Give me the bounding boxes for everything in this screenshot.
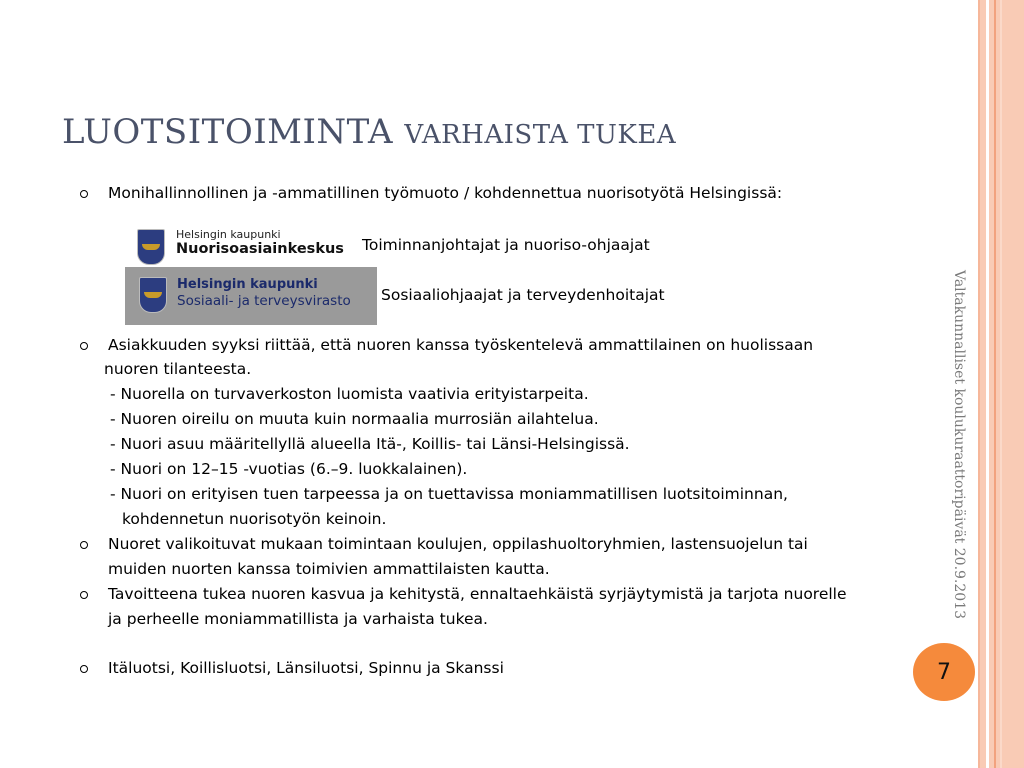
bullet-text: Monihallinnollinen ja -ammatillinen työmuoto / kohdennettua nuorisotyötä Helsingissä: (108, 184, 783, 202)
role-text: Toiminnanjohtajat ja nuoriso-ohjaajat (362, 236, 650, 254)
logo-city: Helsingin kaupunki (177, 277, 318, 292)
page-number-badge (913, 643, 975, 701)
title-main: LUOTSITOIMINTA (62, 112, 393, 152)
logo-sosiaali-terveysvirasto (125, 267, 377, 325)
bullet-icon (80, 190, 88, 198)
sub-item: - Nuorella on turvaverkoston luomista vaativia erityistarpeita. (110, 385, 589, 403)
bullet-text: Nuoret valikoituvat mukaan toimintaan koulujen, oppilashuoltoryhmien, lastensuojelun tai (108, 535, 808, 553)
footer-side-text: Valtakunnalliset koulukuraattoripäivät 20.9.2013 (951, 270, 967, 620)
logo-dept: Sosiaali- ja terveysvirasto (177, 293, 351, 309)
bullet-text: Asiakkuuden syyksi riittää, että nuoren kanssa työskentelevä ammattilainen on huolissaan (108, 336, 814, 354)
sub-item: - Nuoren oireilu on muuta kuin normaalia murrosiän ailahtelua. (110, 410, 599, 428)
sub-item: - Nuori asuu määritellyllä alueella Itä-, Koillis- tai Länsi-Helsingissä. (110, 435, 630, 453)
bullet-text: muiden nuorten kanssa toimivien ammattilaisten kautta. (108, 560, 550, 578)
logo-city: Helsingin kaupunki (176, 228, 281, 241)
bullet-icon (80, 342, 88, 350)
bullet-text: Itäluotsi, Koillisluotsi, Länsiluotsi, Spinnu ja Skanssi (108, 659, 504, 677)
logo-dept: Nuorisoasiainkeskus (176, 241, 344, 257)
bullet-icon (80, 665, 88, 673)
bullet-icon (80, 541, 88, 549)
helsinki-crest-icon (137, 229, 165, 265)
bullet-text: nuoren tilanteesta. (104, 360, 252, 378)
slide-title (62, 112, 676, 152)
bullet-text: Tavoitteena tukea nuoren kasvua ja kehitystä, ennaltaehkäistä syrjäytymistä ja tarjota nuorelle (108, 585, 847, 603)
role-text: Sosiaaliohjaajat ja terveydenhoitajat (381, 286, 665, 304)
logo-nuorisoasiainkeskus (134, 226, 344, 268)
decorative-stripes (978, 0, 1024, 768)
bullet-icon (80, 591, 88, 599)
sub-item: - Nuori on erityisen tuen tarpeessa ja on tuettavissa moniammatillisen luotsitoiminnan, (110, 485, 788, 503)
helsinki-crest-icon (139, 277, 167, 313)
bullet-text: ja perheelle moniammatillista ja varhaista tukea. (108, 610, 488, 628)
page-number: 7 (937, 659, 951, 685)
sub-item: kohdennetun nuorisotyön keinoin. (122, 510, 387, 528)
sub-item: - Nuori on 12–15 -vuotias (6.–9. luokkalainen). (110, 460, 468, 478)
title-sub: VARHAISTA TUKEA (404, 120, 677, 150)
